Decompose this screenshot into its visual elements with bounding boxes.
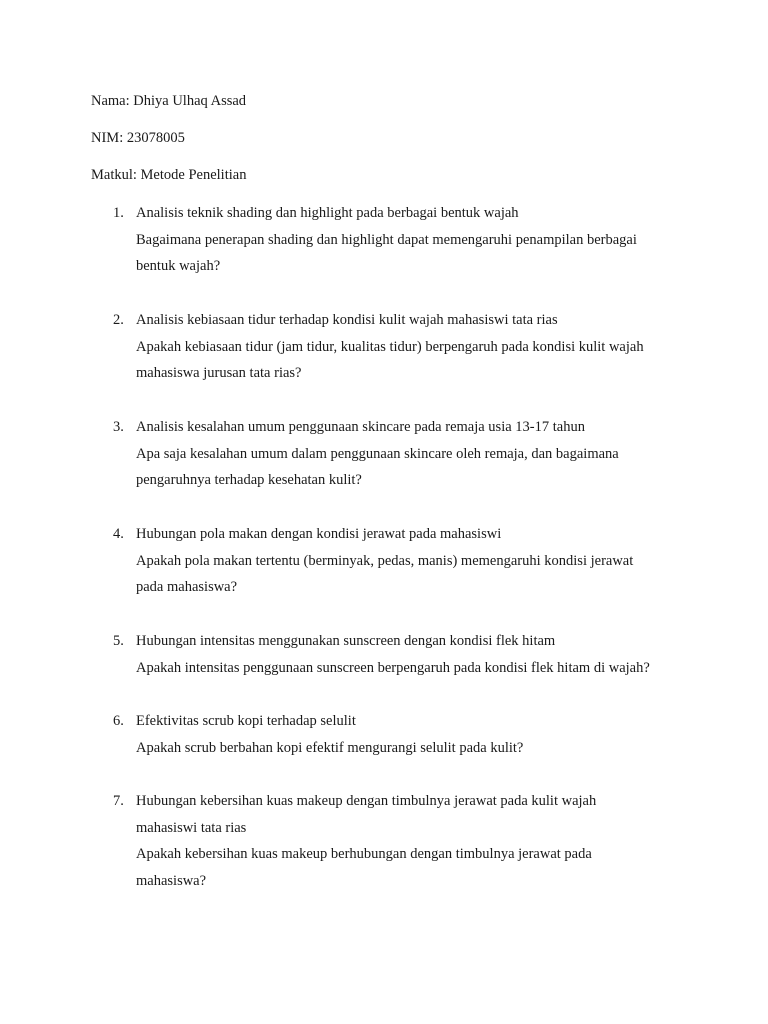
list-item-title: Hubungan kebersihan kuas makeup dengan timbulnya jerawat pada kulit wajah (136, 793, 597, 809)
list-item-text: Apakah kebiasaan tidur (jam tidur, kualitas tidur) berpengaruh pada kondisi kulit wajah (136, 338, 644, 355)
list-item-text: mahasiswa? (136, 873, 207, 890)
list-item-title: Efektivitas scrub kopi terhadap selulit (136, 713, 356, 729)
list-item-text: Apakah kebersihan kuas makeup berhubungan dengan timbulnya jerawat pada (136, 846, 592, 863)
list-item-number: 4. (113, 526, 124, 542)
list-item-title: Analisis teknik shading dan highlight pada berbagai bentuk wajah (136, 205, 519, 221)
list-item-number: 1. (113, 205, 124, 221)
list-item-title: Analisis kesalahan umum penggunaan skincare pada remaja usia 13-17 tahun (136, 419, 585, 435)
list-item-number: 6. (113, 713, 124, 729)
list-item-text: Apakah scrub berbahan kopi efektif mengurangi selulit pada kulit? (136, 739, 524, 756)
list-item-number: 5. (113, 633, 124, 649)
list-item-text: pada mahasiswa? (136, 579, 238, 596)
list-item-text: mahasiswi tata rias (136, 819, 247, 836)
list-item-text: bentuk wajah? (136, 258, 221, 275)
list-item-text: mahasiswa jurusan tata rias? (136, 365, 302, 382)
list-item-title: Analisis kebiasaan tidur terhadap kondisi kulit wajah mahasiswi tata rias (136, 312, 558, 328)
list-item-title: Hubungan pola makan dengan kondisi jerawat pada mahasiswi (136, 526, 502, 542)
list-item-number: 3. (113, 419, 124, 435)
list-item-number: 7. (113, 793, 124, 809)
list-item-text: Apakah intensitas penggunaan sunscreen berpengaruh pada kondisi flek hitam di wajah? (136, 659, 650, 676)
list-item-text: Apa saja kesalahan umum dalam penggunaan skincare oleh remaja, dan bagaimana (136, 445, 619, 462)
nim-line: NIM: 23078005 (91, 130, 185, 146)
course-line: Matkul: Metode Penelitian (91, 167, 247, 183)
list-item-text: Bagaimana penerapan shading dan highlight dapat memengaruhi penampilan berbagai (136, 231, 637, 248)
list-item-text: Apakah pola makan tertentu (berminyak, pedas, manis) memengaruhi kondisi jerawat (136, 552, 634, 569)
list-item-text: pengaruhnya terhadap kesehatan kulit? (136, 472, 362, 489)
list-item-number: 2. (113, 312, 124, 328)
name-line: Nama: Dhiya Ulhaq Assad (91, 93, 247, 109)
list-item-title: Hubungan intensitas menggunakan sunscreen dengan kondisi flek hitam (136, 633, 556, 649)
